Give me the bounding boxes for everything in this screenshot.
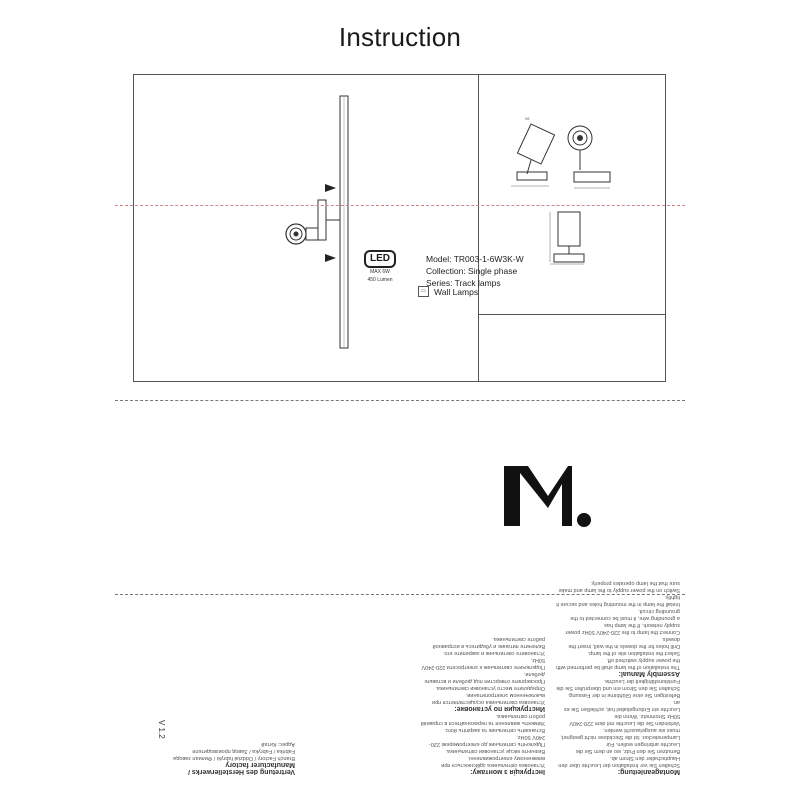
power-label: MAX 6W bbox=[370, 269, 390, 275]
montage-section bbox=[555, 580, 680, 775]
assembly-line: Drill holes for the dowels in the wall, insert the dowels. bbox=[568, 636, 680, 649]
ru-heading: Инструкция по установке: bbox=[454, 705, 545, 712]
cut-line-top bbox=[115, 205, 685, 206]
uk-line: Встановіть світильник та закріпіть його. bbox=[444, 727, 545, 733]
dimension-drawing-front bbox=[560, 108, 620, 194]
led-specs bbox=[350, 248, 410, 298]
assembly-line: Connect the lamp to the 220-240V 50Hz power supply network. If the lamp has bbox=[565, 622, 680, 635]
montage-line: Lampenstecker. Ist die Steckdose nicht geeignet, muss sie ausgetauscht werden. bbox=[560, 727, 680, 740]
version-label: V 1.2 bbox=[157, 720, 166, 739]
ru-line: Включите питание и убедитесь в исправной работе светильника. bbox=[432, 636, 545, 649]
product-info bbox=[426, 253, 524, 289]
assembly-line: Install the lamp in the mounting holes and secure it tightly. bbox=[556, 594, 680, 607]
uk-section bbox=[420, 600, 545, 775]
dimension-drawing-bottom bbox=[530, 202, 590, 282]
montage-heading: Montageanleitung: bbox=[617, 768, 680, 775]
series-label: Series: Track lamps bbox=[426, 278, 501, 288]
assembly-heading: Assembly Manual: bbox=[618, 670, 680, 677]
dimension-drawing-side bbox=[505, 108, 565, 194]
montage-line: Schalten Sie vor Installation der Leuchte über den Hauptschalter den Strom ab. bbox=[558, 755, 680, 768]
factory-line: Адрес: Китай bbox=[261, 741, 295, 747]
montage-line: Benutzen Sie den Putz, wo an dem Sie die Leuchte anbringen wollen. Für bbox=[575, 741, 680, 754]
factory-heading: Vertretung des Herstellerwerks / Manufacturer factory bbox=[188, 761, 295, 775]
montage-line: Schalten Sie den Strom ein und überprüfen Sie die Funktionsfähigkeit der Leuchte. bbox=[556, 678, 680, 691]
factory-section bbox=[170, 600, 295, 775]
uk-line: Установка світильника здійснюється при вимкненому електроживленні. bbox=[441, 755, 545, 768]
category-label: Wall Lamps bbox=[434, 286, 479, 297]
category-row bbox=[418, 286, 478, 297]
assembly-line: Select the installation site of the lamp. bbox=[587, 650, 680, 656]
uk-heading: Інструкція з монтажу: bbox=[470, 768, 545, 775]
lumen-label: 450 Lumen bbox=[367, 277, 393, 283]
assembly-line: a grounding wire, it must be connected to the grounding circuit. bbox=[570, 608, 680, 621]
assembly-line: Switch on the power supply to the lamp and make sure that the lamp operates properly. bbox=[558, 580, 680, 593]
ru-line: Просверлите отверстия под дюбели и вставьте дюбели. bbox=[424, 671, 545, 684]
collection-label: Collection: Single phase bbox=[426, 266, 518, 276]
svg-text:98: 98 bbox=[525, 116, 530, 121]
montage-line: Leuchte ein Erdungskabel hat, schließen Sie es an. bbox=[563, 699, 680, 712]
ru-line: Установите светильник и закрепите его. bbox=[442, 650, 545, 656]
uk-line: Увімкніть живлення та переконайтеся в справній роботі світильника. bbox=[420, 713, 545, 726]
assembly-line: The installation of the lamp shall be performed with the power supply switched off. bbox=[555, 657, 680, 670]
ru-line: Подключите светильник к электросети 220-240V 50Hz. bbox=[421, 657, 545, 670]
model-label: Model: TR003-1-6W3K-W bbox=[426, 254, 524, 264]
ru-line: Установка светильника осуществляется при выключенном электропитании. bbox=[432, 692, 545, 705]
led-badge-icon: LED bbox=[364, 250, 396, 268]
track-lamp-drawing bbox=[270, 92, 370, 352]
uk-line: Підключіть світильник до електромережі 220-240V 50Hz. bbox=[428, 734, 545, 747]
fold-line-upper bbox=[115, 400, 685, 401]
factory-line: Fabrika / Fabryka / Завод производителя bbox=[192, 748, 295, 754]
factory-line: Branch Factory / Oddział fabryki / Филиал завода bbox=[173, 755, 295, 761]
montage-line: Befestigen Sie eine Glühbirne in der Fassung. bbox=[567, 692, 680, 698]
page-title: Instruction bbox=[338, 22, 462, 52]
frame-divider-vertical bbox=[478, 75, 479, 381]
montage-line: Verbinden Sie die Leuchte mit dem 220-240V 50Hz Stromnetz. Wenn die bbox=[569, 713, 680, 726]
uk-line: Визначте місце установки світильника. bbox=[445, 748, 545, 754]
m-dot-logo bbox=[500, 462, 595, 532]
wall-lamp-icon: ▭ bbox=[418, 286, 429, 297]
ru-line: Определите место установки светильника. bbox=[435, 685, 545, 691]
frame-divider-horizontal bbox=[478, 314, 666, 315]
